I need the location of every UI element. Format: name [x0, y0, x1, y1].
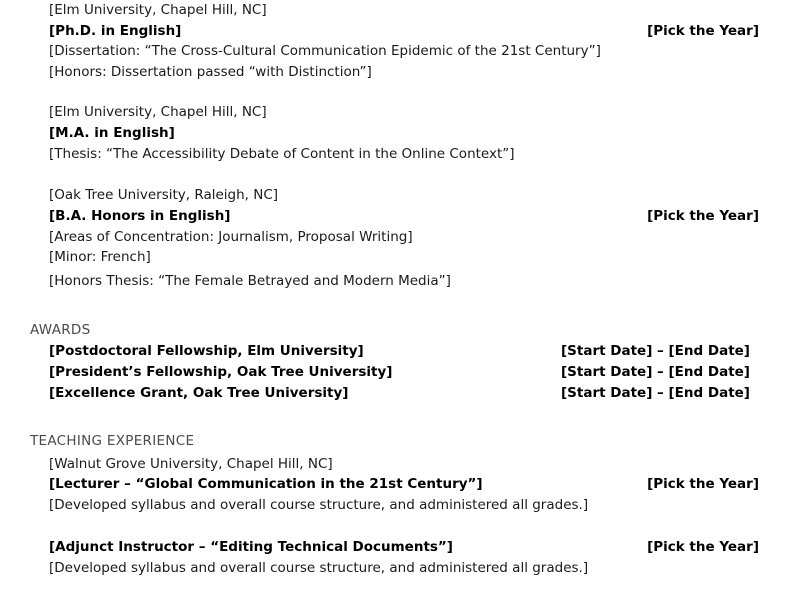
education-degree: [B.A. Honors in English]	[49, 208, 231, 224]
education-year: [Pick the Year]	[647, 23, 759, 39]
awards-heading: AWARDS	[30, 322, 91, 338]
award-name: [Postdoctoral Fellowship, Elm University]	[49, 343, 364, 359]
award-dates: [Start Date] – [End Date]	[561, 364, 750, 380]
education-year: [Pick the Year]	[647, 208, 759, 224]
award-name: [Excellence Grant, Oak Tree University]	[49, 385, 349, 401]
teaching-position-description: [Developed syllabus and overall course structure, and administered all grades.]	[49, 497, 589, 513]
teaching-heading: TEACHING EXPERIENCE	[30, 433, 195, 449]
teaching-position-year: [Pick the Year]	[647, 476, 759, 492]
education-detail: [Honors Thesis: “The Female Betrayed and Modern Media”]	[49, 273, 451, 289]
teaching-position-description: [Developed syllabus and overall course structure, and administered all grades.]	[49, 560, 589, 576]
teaching-position-year: [Pick the Year]	[647, 539, 759, 555]
education-institution: [Oak Tree University, Raleigh, NC]	[49, 187, 279, 203]
education-degree: [M.A. in English]	[49, 125, 175, 141]
education-institution: [Elm University, Chapel Hill, NC]	[49, 104, 267, 120]
teaching-institution: [Walnut Grove University, Chapel Hill, NC]	[49, 456, 333, 472]
education-detail: [Areas of Concentration: Journalism, Proposal Writing]	[49, 229, 413, 245]
education-detail: [Minor: French]	[49, 249, 151, 265]
award-name: [President’s Fellowship, Oak Tree University]	[49, 364, 393, 380]
education-detail: [Thesis: “The Accessibility Debate of Content in the Online Context”]	[49, 146, 515, 162]
education-institution: [Elm University, Chapel Hill, NC]	[49, 2, 267, 18]
award-dates: [Start Date] – [End Date]	[561, 343, 750, 359]
education-detail: [Honors: Dissertation passed “with Distinction”]	[49, 64, 372, 80]
education-degree: [Ph.D. in English]	[49, 23, 182, 39]
award-dates: [Start Date] – [End Date]	[561, 385, 750, 401]
education-detail: [Dissertation: “The Cross-Cultural Communication Epidemic of the 21st Century”]	[49, 43, 601, 59]
teaching-position-title: [Adjunct Instructor – “Editing Technical Documents”]	[49, 539, 453, 555]
teaching-position-title: [Lecturer – “Global Communication in the 21st Century”]	[49, 476, 483, 492]
